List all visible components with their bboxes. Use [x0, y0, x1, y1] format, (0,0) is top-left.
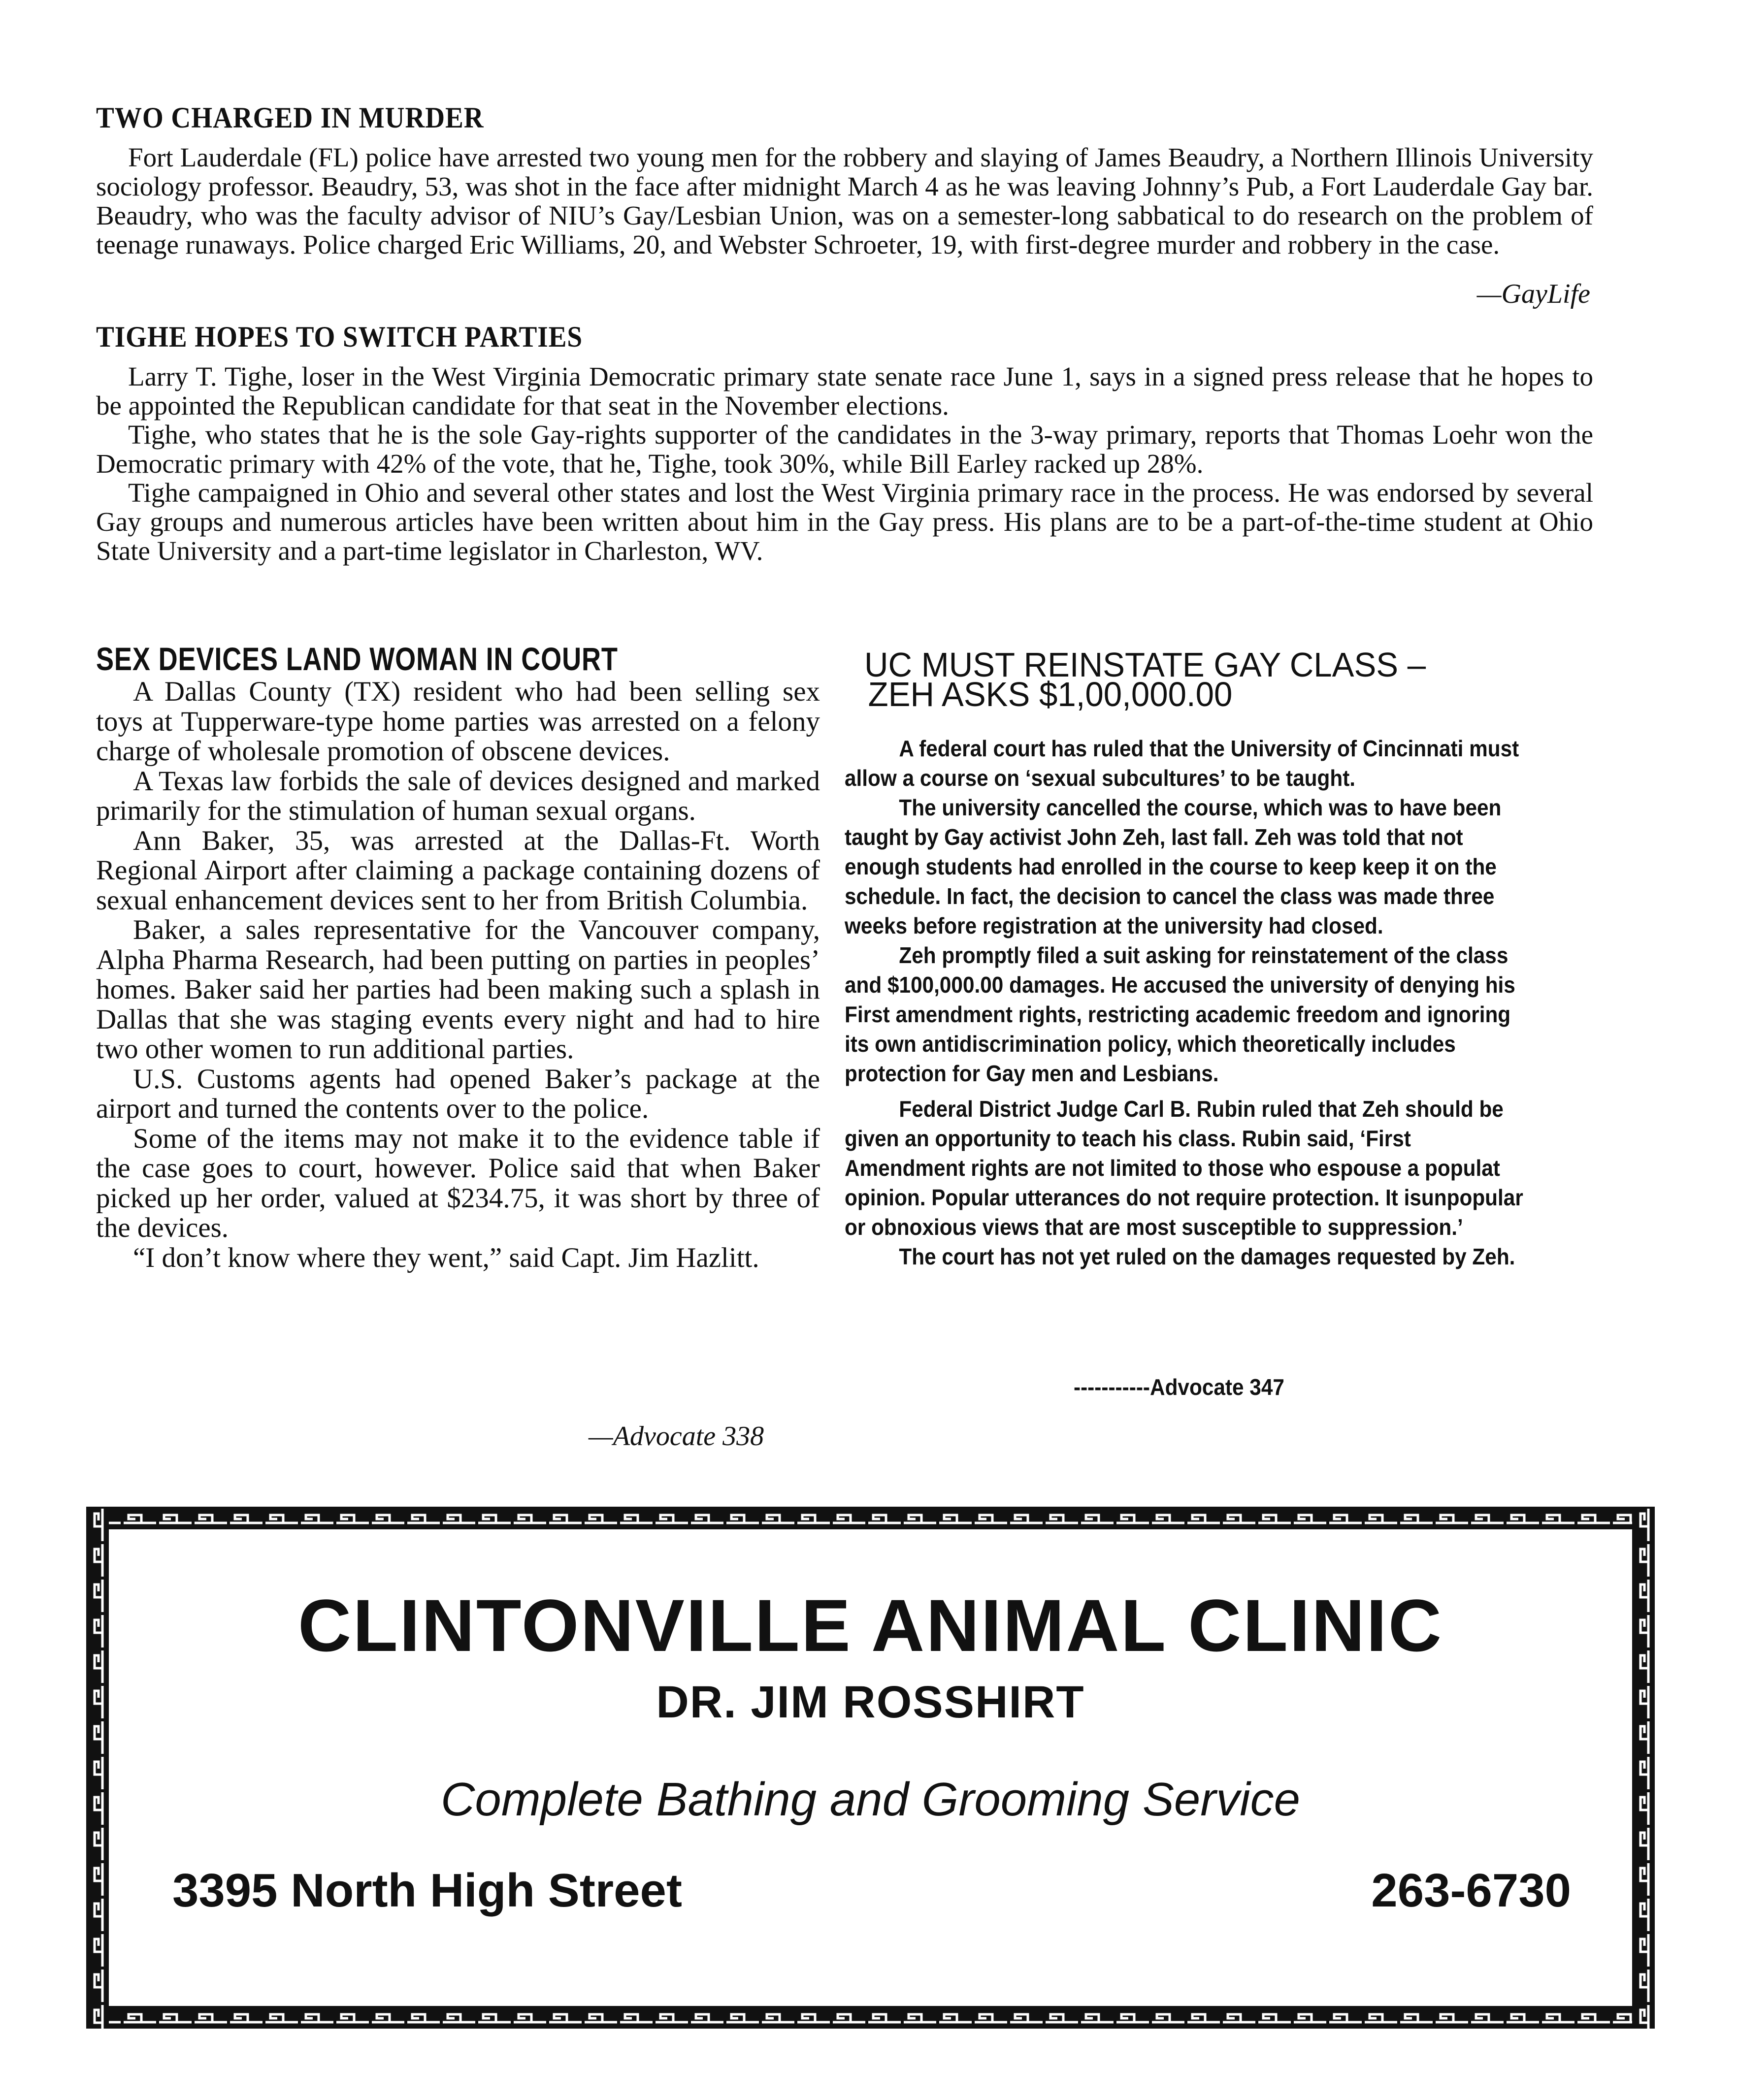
- paragraph: Tighe, who states that he is the sole Gay-rights supporter of the candidates in the 3-way primary, reports that Thomas Loehr won the Democratic primary with 42% of the vote, that he, Tighe, took 30%, while Bill Earley racked up 28%.: [96, 420, 1593, 479]
- story-two-charged-body: [96, 143, 1593, 259]
- ad-business-name: CLINTONVILLE ANIMAL CLINIC: [297, 1584, 1443, 1667]
- paragraph: Zeh promptly filed a suit asking for reinstatement of the class and $100,000.00 damages. He accused the university of denying his First amendment rights, restricting academic freedom and ignoring its own antidiscrimination policy, which theoretically includes protection for Gay men and Lesbians.: [845, 942, 1515, 1086]
- headline-line-1: UC MUST REINSTATE GAY CLASS –: [864, 646, 1426, 684]
- paragraph: Baker, a sales representative for the Vancouver company, Alpha Pharma Research, had been putting on parties in peoples’ homes. Baker said her parties had been making such a splash in Dallas that she was staging events every night and had to hire two other women to run additional parties.: [96, 914, 820, 1065]
- headline-sex-devices: SEX DEVICES LAND WOMAN IN COURT: [96, 641, 618, 677]
- paragraph: Tighe campaigned in Ohio and several other states and lost the West Virginia primary race in the process. He was endorsed by several Gay groups and numerous articles have been written about him in the Gay press. His plans are to be a part-of-the-time student at Ohio State University and a part-time legislator in Charleston, WV.: [96, 478, 1593, 566]
- paragraph: Ann Baker, 35, was arrested at the Dallas-Ft. Worth Regional Airport after claiming a package containing dozens of sexual enhancement devices sent to her from British Columbia.: [96, 825, 820, 916]
- paragraph: Federal District Judge Carl B. Rubin ruled that Zeh should be given an opportunity to teach his class. Rubin said, ‘First Amendment rights are not limited to those who espouse a populat opinion. Popular utterances do not require protection. It isunpopular or obnoxious views that are most susceptible to suppression.’: [845, 1096, 1523, 1240]
- credit-gaylife: —GayLife: [1476, 279, 1590, 309]
- advertisement-box: [86, 1507, 1655, 2029]
- paragraph: Fort Lauderdale (FL) police have arrested two young men for the robbery and slaying of James Beaudry, a Northern Illinois University sociology professor. Beaudry, 53, was shot in the face after midnight March 4 as he was leaving Johnny’s Pub, a Fort Lauderdale Gay bar. Beaudry, who was the faculty advisor of NIU’s Gay/Lesbian Union, was on a semester-long sabbatical to do research on the problem of teenage runaways. Police charged Eric Williams, 20, and Webster Schroeter, 19, with first-degree murder and robbery in the case.: [96, 142, 1593, 259]
- headline-two-charged: TWO CHARGED IN MURDER: [96, 101, 484, 134]
- headline-tighe: TIGHE HOPES TO SWITCH PARTIES: [96, 321, 583, 353]
- story-sex-devices-body: [96, 677, 820, 1273]
- paragraph: A federal court has ruled that the University of Cincinnati must allow a course on ‘sexual subcultures’ to be taught.: [845, 736, 1519, 791]
- headline-line-2: ZEH ASKS $1,00,000.00: [868, 675, 1233, 713]
- story-uc-class-body: [845, 734, 1524, 1271]
- ad-doctor-name: DR. JIM ROSSHIRT: [656, 1677, 1085, 1727]
- paragraph: U.S. Customs agents had opened Baker’s package at the airport and turned the contents over to the police.: [96, 1063, 820, 1124]
- story-tighe-body: [96, 362, 1593, 565]
- ad-tagline: Complete Bathing and Grooming Service: [441, 1773, 1300, 1826]
- paragraph: A Dallas County (TX) resident who had been selling sex toys at Tupperware-type home parties was arrested on a felony charge of wholesale promotion of obscene devices.: [96, 676, 820, 767]
- paragraph: “I don’t know where they went,” said Capt. Jim Hazlitt.: [133, 1242, 759, 1273]
- greek-key-border-top: [86, 1507, 1655, 1529]
- headline-uc-class: [864, 646, 1426, 713]
- paragraph: The court has not yet ruled on the damages requested by Zeh.: [899, 1244, 1515, 1269]
- credit-advocate-347: -----------Advocate 347: [1074, 1374, 1284, 1400]
- greek-key-border-bottom: [86, 2006, 1655, 2029]
- paragraph: A Texas law forbids the sale of devices designed and marked primarily for the stimulation of human sexual organs.: [96, 765, 820, 826]
- paragraph: The university cancelled the course, which was to have been taught by Gay activist John Zeh, last fall. Zeh was told that not enough students had enrolled in the course to keep keep it on the schedule. In fact, the decision to cancel the class was made three weeks before registration at the university had closed.: [845, 795, 1502, 938]
- ad-address: 3395 North High Street: [172, 1864, 682, 1917]
- paragraph: Some of the items may not make it to the evidence table if the case goes to court, however. Police said that when Baker picked up her order, valued at $234.75, it was short by three of the devices.: [96, 1123, 820, 1243]
- paragraph: Larry T. Tighe, loser in the West Virginia Democratic primary state senate race June 1, says in a signed press release that he hopes to be appointed the Republican candidate for that seat in the November elections.: [96, 361, 1593, 420]
- ad-phone: 263-6730: [1371, 1864, 1571, 1917]
- credit-advocate-338: —Advocate 338: [589, 1421, 764, 1452]
